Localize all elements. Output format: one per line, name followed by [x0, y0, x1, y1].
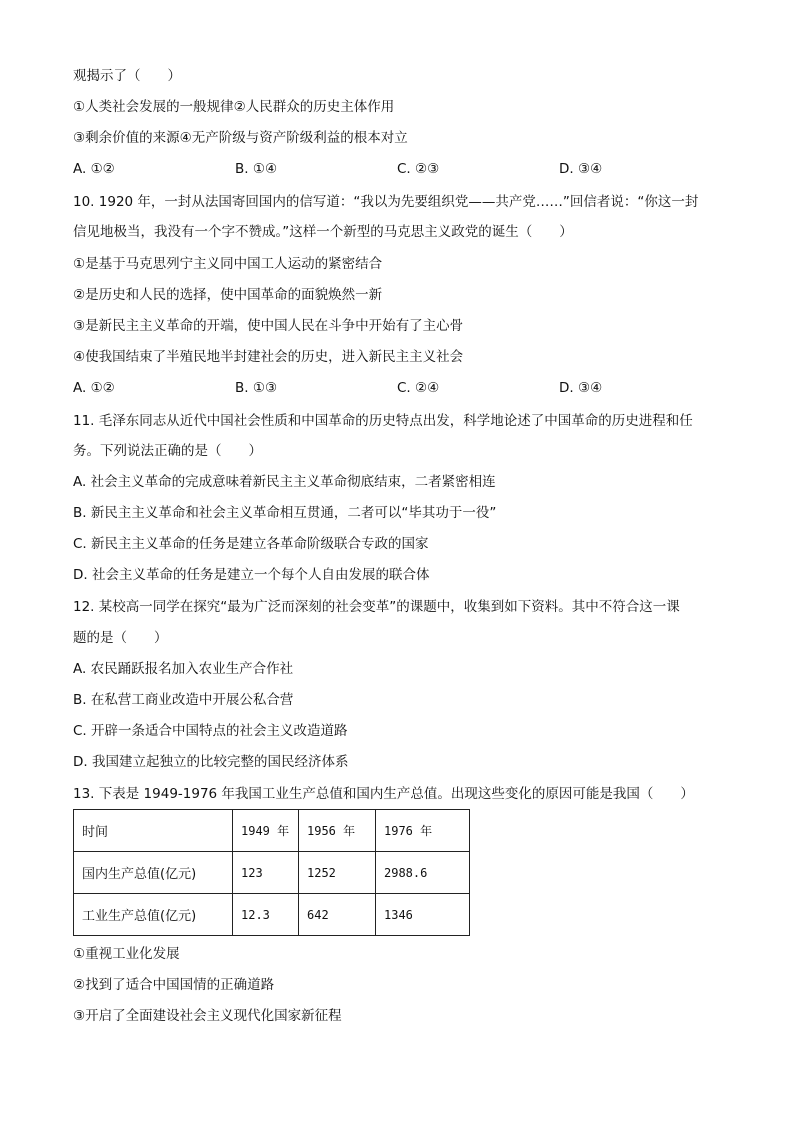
table-row [74, 852, 470, 894]
q12-option-c[interactable]: C. 开辟一条适合中国特点的社会主义改造道路 [73, 723, 348, 739]
q9-statements-2: ③剩余价值的来源④无产阶级与资产阶级利益的根本对立 [73, 130, 408, 146]
q13-statement-1: ①重视工业化发展 [73, 946, 180, 962]
q11-option-a[interactable]: A. 社会主义革命的完成意味着新民主主义革命彻底结束，二者紧密相连 [73, 474, 496, 490]
gdp-table [73, 809, 470, 936]
q10-statement-1: ①是基于马克思列宁主义同中国工人运动的紧密结合 [73, 256, 383, 272]
q9-option-b[interactable]: B. ①④ [235, 161, 278, 177]
q10-statement-2: ②是历史和人民的选择，使中国革命的面貌焕然一新 [73, 287, 383, 303]
q9-option-d[interactable]: D. ③④ [559, 161, 603, 177]
q10-option-c[interactable]: C. ②④ [397, 380, 440, 396]
q12-stem-line-1: 12. 某校高一同学在探究“最为广泛而深刻的社会变革”的课题中，收集到如下资料。其中不符合这一课 [73, 599, 680, 615]
table-header-cell: 1949 年 [233, 810, 299, 852]
q10-stem-line-1: 10. 1920 年，一封从法国寄回国内的信写道：“我以为先要组织党——共产党……”回信者说：“你这一封 [73, 194, 699, 210]
q9-option-a[interactable]: A. ①② [73, 161, 115, 177]
q12-option-b[interactable]: B. 在私营工商业改造中开展公私合营 [73, 692, 294, 708]
q12-option-a[interactable]: A. 农民踊跃报名加入农业生产合作社 [73, 661, 294, 677]
table-cell: 2988.6 [376, 852, 470, 894]
table-cell: 12.3 [233, 894, 299, 936]
q10-statement-4: ④使我国结束了半殖民地半封建社会的历史，进入新民主主义社会 [73, 349, 464, 365]
q12-stem-line-2: 题的是（ ） [73, 630, 168, 646]
q9-statements-1: ①人类社会发展的一般规律②人民群众的历史主体作用 [73, 99, 395, 115]
q11-option-c[interactable]: C. 新民主主义革命的任务是建立各革命阶级联合专政的国家 [73, 536, 429, 552]
q12-option-d[interactable]: D. 我国建立起独立的比较完整的国民经济体系 [73, 754, 349, 770]
q9-stem-tail: 观揭示了（ ） [73, 68, 181, 84]
table-header-cell: 时间 [74, 810, 233, 852]
table-cell: 工业生产总值(亿元) [74, 894, 233, 936]
q9-options [73, 160, 733, 178]
q13-statement-2: ②找到了适合中国国情的正确道路 [73, 977, 275, 993]
table-header-row [74, 810, 470, 852]
table-cell: 123 [233, 852, 299, 894]
q13-statement-3: ③开启了全面建设社会主义现代化国家新征程 [73, 1008, 342, 1024]
q9-option-c[interactable]: C. ②③ [397, 161, 440, 177]
q10-option-b[interactable]: B. ①③ [235, 380, 278, 396]
table-header-cell: 1976 年 [376, 810, 470, 852]
table-cell: 1346 [376, 894, 470, 936]
q10-option-a[interactable]: A. ①② [73, 380, 115, 396]
table-cell: 国内生产总值(亿元) [74, 852, 233, 894]
table-cell: 1252 [299, 852, 376, 894]
q11-stem-line-2: 务。下列说法正确的是（ ） [73, 443, 262, 459]
q10-option-d[interactable]: D. ③④ [559, 380, 603, 396]
q11-option-b[interactable]: B. 新民主主义革命和社会主义革命相互贯通，二者可以“毕其功于一役” [73, 505, 497, 521]
table-cell: 642 [299, 894, 376, 936]
table-row [74, 894, 470, 936]
q11-option-d[interactable]: D. 社会主义革命的任务是建立一个每个人自由发展的联合体 [73, 567, 430, 583]
q10-statement-3: ③是新民主主义革命的开端，使中国人民在斗争中开始有了主心骨 [73, 318, 464, 334]
q13-stem: 13. 下表是 1949-1976 年我国工业生产总值和国内生产总值。出现这些变化的原因可能是我国（ ） [73, 786, 694, 802]
q10-options [73, 379, 733, 397]
q11-stem-line-1: 11. 毛泽东同志从近代中国社会性质和中国革命的历史特点出发，科学地论述了中国革命的历史进程和任 [73, 413, 693, 429]
table-header-cell: 1956 年 [299, 810, 376, 852]
q10-stem-line-2: 信见地极当，我没有一个字不赞成。”这样一个新型的马克思主义政党的诞生（ ） [73, 224, 573, 240]
